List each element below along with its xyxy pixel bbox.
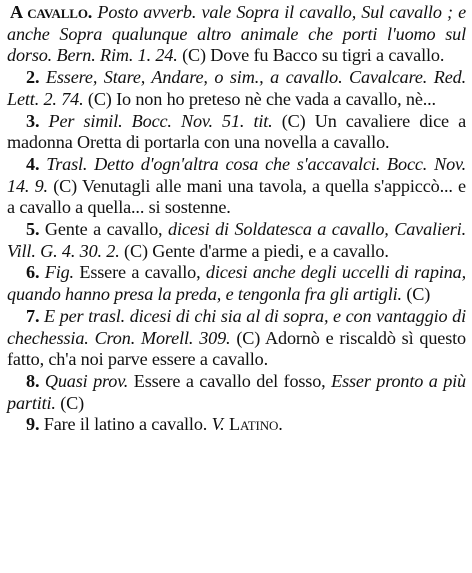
sense-paragraph-4 <box>7 154 466 219</box>
text-segment: Essere a cavallo, <box>73 262 206 283</box>
text-segment: (C) Adornò e riscaldò sì questo fatto, ch'a noi parve essere a cavallo. <box>7 327 466 370</box>
text-segment: Quasi prov. <box>44 370 129 391</box>
text-segment: Gente a cavallo, <box>44 219 168 240</box>
sense-paragraph-3 <box>7 111 466 154</box>
text-segment: Trasl. Detto d'ogn'altra cosa che s'accavalci. Bocc. Nov. 14. 9. <box>7 153 466 196</box>
text-segment: V. <box>211 414 229 435</box>
text-segment: dicesi di Soldatesca a cavallo, Cavalieri. Vill. G. 4. 30. 2. <box>7 219 466 261</box>
text-segment: 9. <box>26 414 44 435</box>
text-segment: . <box>87 2 98 22</box>
text-segment: Fig. <box>44 262 74 283</box>
text-segment: (C) Io non ho preteso nè che vada a cavallo, nè... <box>83 88 436 109</box>
dictionary-entry-a-cavallo <box>7 2 466 436</box>
text-segment: Fare il latino a cavallo. <box>43 414 212 435</box>
sense-paragraph-7 <box>7 306 466 371</box>
text-segment: (C) Dove fu Bacco su tigri a cavallo. <box>177 45 445 66</box>
sense-paragraph-1 <box>7 2 466 67</box>
text-segment: Latino <box>228 414 279 435</box>
text-segment: 6. <box>26 262 45 283</box>
text-segment: (C) Gente d'arme a piedi, e a cavallo. <box>119 240 389 261</box>
sense-paragraph-5 <box>7 219 466 262</box>
text-segment: . <box>278 414 283 435</box>
text-segment: Posto avverb. vale Sopra il cavallo, Sul cavallo ; e anche Sopra qualunque altro animale che porti l'uomo sul dorso. Bern. Rim. 1. 24. <box>7 2 466 66</box>
text-segment: 2. <box>26 67 46 88</box>
sense-paragraph-8 <box>7 371 466 414</box>
text-segment: (C) Venutagli alle mani una tavola, a quella s'appiccò... e a cavallo a quella... si sostenne. <box>7 175 466 218</box>
text-segment: Essere a cavallo del fosso, <box>128 370 332 391</box>
sense-paragraph-6 <box>7 262 466 305</box>
sense-paragraph-2 <box>7 67 466 110</box>
text-segment: Esser pronto a più partiti. <box>7 370 466 413</box>
text-segment: 8. <box>26 370 45 391</box>
text-segment: 3. <box>26 110 49 131</box>
text-segment: 7. <box>26 305 44 326</box>
text-segment: (C) <box>55 392 85 413</box>
text-segment: A <box>10 2 28 22</box>
sense-paragraph-9 <box>7 414 466 436</box>
text-segment: cavallo <box>27 2 88 22</box>
text-segment: (C) <box>401 284 431 305</box>
text-segment: (C) Un cavaliere dice a madonna Oretta di portarla con una novella a cavallo. <box>7 110 467 153</box>
text-segment: 4. <box>26 153 47 174</box>
text-segment: 5. <box>26 219 45 240</box>
text-segment: Essere, Stare, Andare, o sim., a cavallo. Cavalcare. Red. Lett. 2. 74. <box>7 67 466 109</box>
text-segment: Per simil. Bocc. Nov. 51. tit. <box>48 110 273 131</box>
text-segment: dicesi anche degli uccelli di rapina, quando hanno presa la preda, e tengonla fra gli artigli. <box>7 262 466 305</box>
text-segment: E per trasl. dicesi di chi sia al di sopra, e con vantaggio di chechessia. Cron. Morell. 309. <box>7 305 466 348</box>
